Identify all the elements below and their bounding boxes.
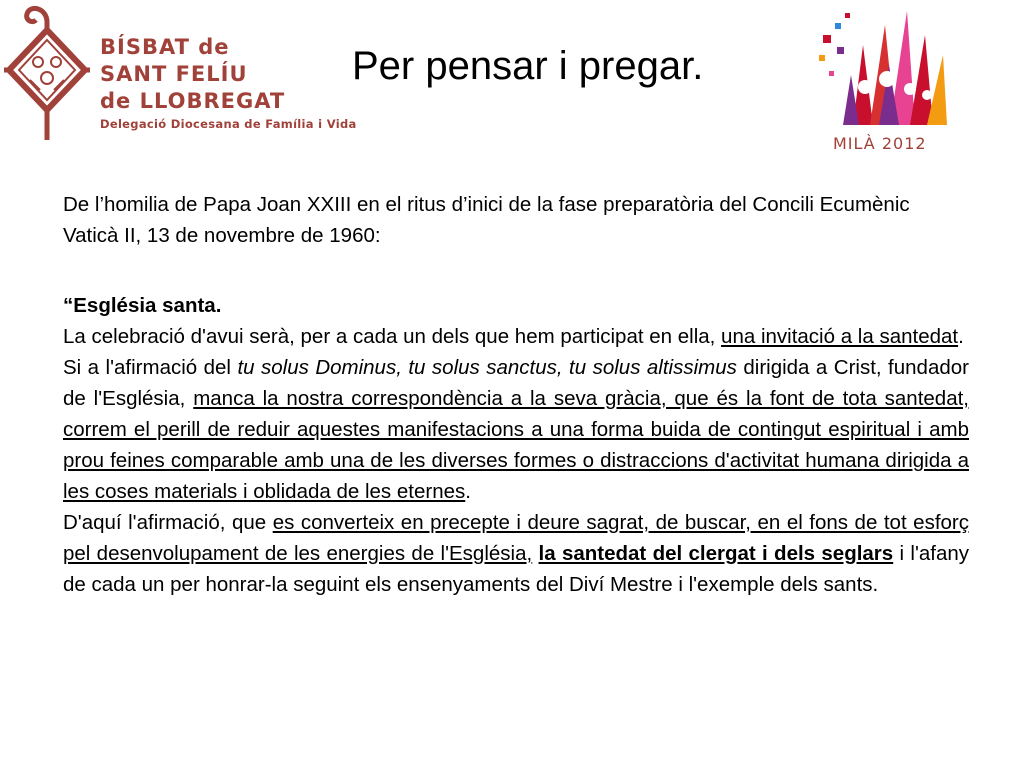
intro-text: De l’homilia de Papa Joan XXIII en el ritus d’inici de la fase preparatòria del Concili Ecumènic Vaticà II, 13 de novembre de 1960:: [63, 193, 910, 247]
quote-p3-text: D'aquí l'afirmació, que: [63, 511, 273, 534]
diocese-emblem-icon: [0, 0, 95, 142]
diocese-name-line-1: BÍSBAT de: [100, 35, 230, 59]
family-flame-icon: [815, 5, 965, 133]
quote-paragraph-1: [63, 321, 969, 352]
quote-paragraph-3: [63, 507, 969, 600]
quote-p2-text-2: dirigida a Crist, fundador de l'Església,: [63, 356, 969, 410]
quote-p3-bold-underlined: la santedat del clergat i dels seglars: [538, 542, 894, 565]
milan-2012-caption: MILÀ 2012: [833, 134, 927, 153]
page-title: Per pensar i pregar.: [352, 44, 704, 88]
homily-quote: [63, 290, 969, 600]
quote-paragraph-2: [63, 352, 969, 507]
quote-heading: “Església santa.: [63, 294, 222, 317]
delegation-subtitle: Delegació Diocesana de Família i Vida: [100, 117, 357, 131]
quote-p2-text: Si a l'afirmació del: [63, 356, 238, 379]
quote-p1-underlined: una invitació a la santedat: [721, 325, 959, 348]
quote-p2-latin: tu solus Dominus, tu solus sanctus, tu solus altissimus: [237, 356, 737, 379]
quote-p1-text: La celebració d'avui serà, per a cada un dels que hem participat en ella,: [63, 325, 722, 348]
diocese-name-line-2: SANT FELÍU: [100, 62, 248, 86]
diocese-logo: [0, 0, 357, 142]
milan-2012-logo: [815, 5, 965, 155]
quote-p2-underlined: manca la nostra correspondència a la seva gràcia, que és la font de tota santedat, correm el perill de reduir aquestes manifestacions a una forma buida de contingut espiritual i amb prou feines comparable amb una de les diverses formes o distraccions d'activitat humana dirigida a les coses materials i oblidada de les eternes: [63, 387, 969, 503]
quote-p3-end: i l'afany de cada un per honrar-la seguint els ensenyaments del Diví Mestre i l'exemple dels sants.: [63, 542, 970, 596]
quote-p3-underlined: es converteix en precepte i deure sagrat, de buscar, en el fons de tot esforç pel desenvolupament de les energies de l'Església,: [63, 511, 969, 565]
quote-p1-end: .: [958, 325, 964, 348]
quote-p2-end: .: [465, 480, 471, 503]
diocese-name-line-3: de LLOBREGAT: [100, 89, 286, 113]
